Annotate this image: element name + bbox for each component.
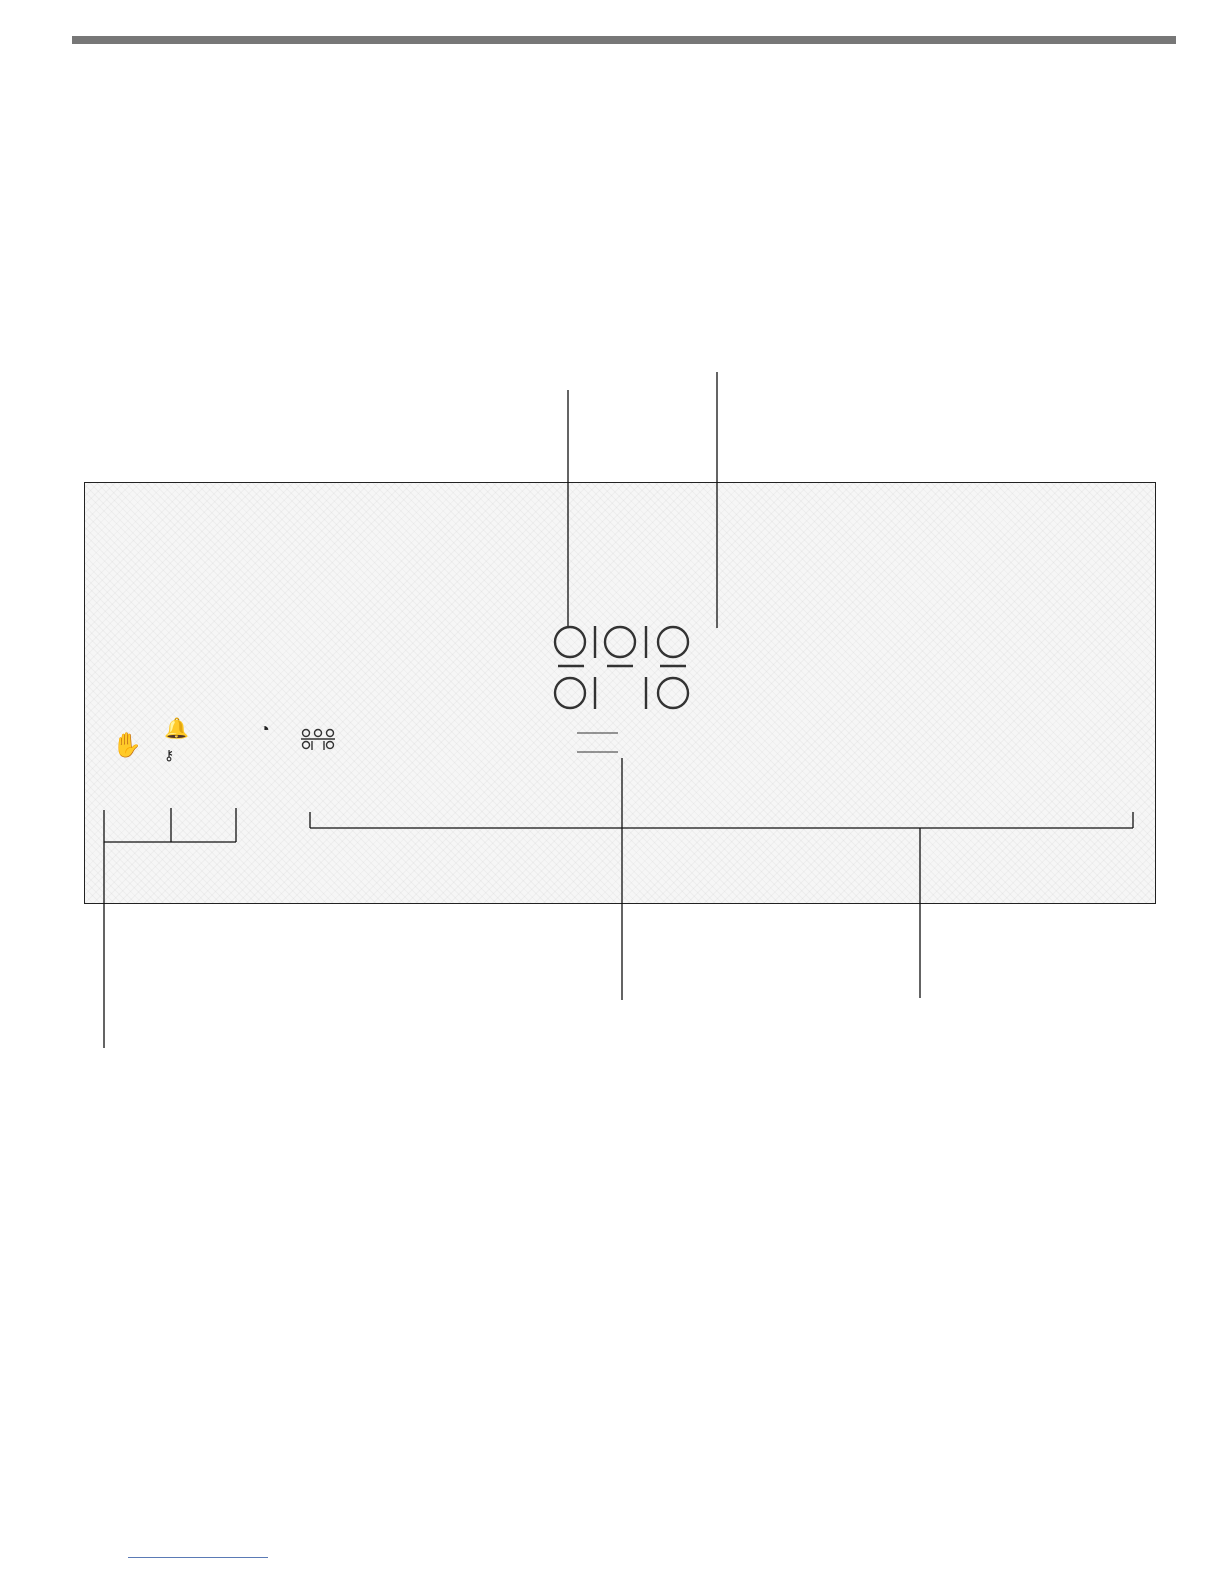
zone-front-right-icon: [658, 627, 688, 657]
zone-rear-left-icon: [555, 678, 585, 708]
bell-icon: 🔔: [164, 718, 189, 740]
footer-rule: [128, 1557, 268, 1558]
key-icon: ⚷: [164, 747, 175, 763]
zone-center-icon: [605, 627, 635, 657]
zone-layout-icon: [301, 730, 335, 751]
zone-front-left-icon: [555, 627, 585, 657]
clock-icon: ◔: [259, 719, 270, 739]
hand-icon: ✋: [112, 732, 142, 759]
zone-rear-right-icon: [658, 678, 688, 708]
